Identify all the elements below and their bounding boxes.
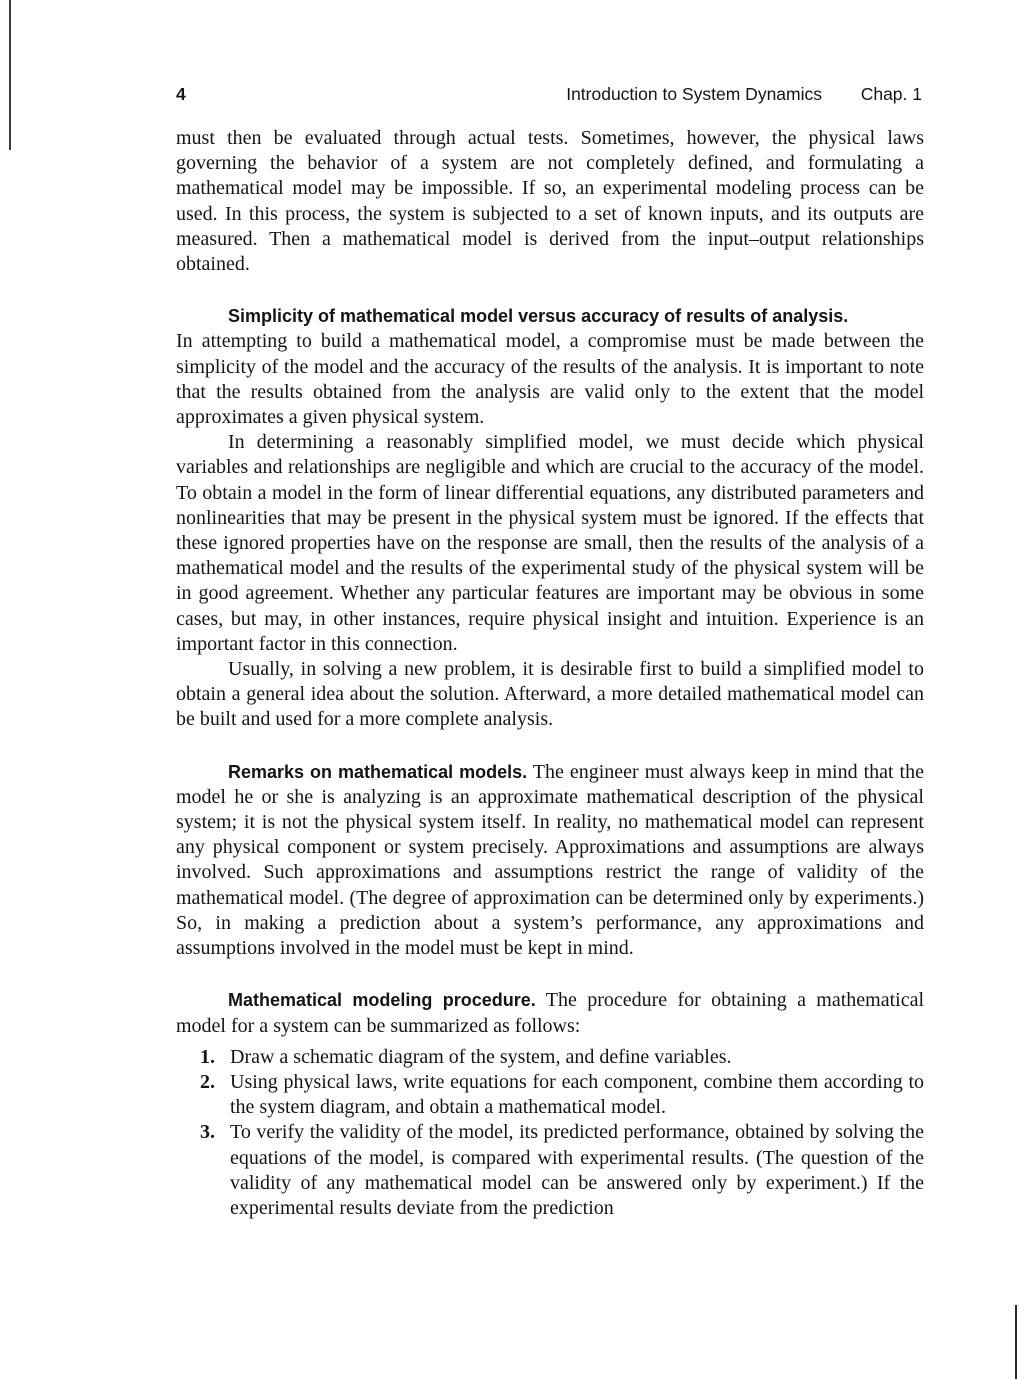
section-heading: Mathematical modeling procedure. [228, 990, 536, 1011]
list-item [176, 1045, 924, 1070]
section-paragraph [176, 760, 924, 962]
section-heading: Remarks on mathematical models. [228, 761, 528, 782]
paragraph: In attempting to build a mathematical model, a compromise must be made between the simplicity of the model and the accuracy of the results of the analysis. It is important to note that the results obtained from the analysis are valid only to the extent that the model approximates a given physical system. [176, 330, 924, 429]
paragraph: Usually, in solving a new problem, it is desirable first to build a simplified model to obtain a general idea about the solution. Afterward, a more detailed mathematical model can be built and used for a more complete analysis. [176, 658, 924, 731]
list-number: 3. [200, 1121, 215, 1144]
list-item-text: Draw a schematic diagram of the system, and define variables. [230, 1045, 732, 1068]
list-number: 1. [200, 1045, 215, 1068]
list-number: 2. [200, 1070, 215, 1093]
running-header [176, 84, 924, 110]
paragraph-text: The engineer must always keep in mind that the model he or she is analyzing is an approximate mathematical description of the physical system; it is not the physical system itself. In reality, no mathematical model can represent any physical component or system precisely. Approximations and assumptions are always involved. Such approximations and assumptions restrict the range of validity of the mathematical model. (The degree of approximation can be determined only by experiments.) So, in making a prediction about a system’s performance, any approximations and assumptions involved in the model must be kept in mind. [176, 760, 924, 960]
section-heading: Simplicity of mathematical model versus accuracy of results of analysis. [228, 306, 849, 327]
scan-edge-line [9, 0, 11, 150]
list-item-text: Using physical laws, write equations for each component, combine them according to the system diagram, and obtain a mathematical model. [230, 1070, 924, 1119]
chapter-title: Introduction to System Dynamics [566, 84, 822, 104]
list-item [176, 1120, 924, 1221]
paragraph-text: The procedure for obtaining a mathematical model for a system can be summarized as follows: [176, 989, 925, 1037]
scan-edge-line [1015, 1305, 1017, 1379]
page-number: 4 [176, 84, 186, 104]
section-paragraph [176, 304, 924, 329]
list-item-text: To verify the validity of the model, its predicted performance, obtained by solving the equations of the model, is compared with experimental results. (The question of the validity of any mathematical model can be answered only by experiment.) If the experimental results deviate from the prediction [230, 1121, 924, 1219]
paragraph: In determining a reasonably simplified model, we must decide which physical variables and relationships are negligible and which are crucial to the accuracy of the model. To obtain a model in the form of linear differential equations, any distributed parameters and nonlinearities that may be present in the physical system must be ignored. If the effects that these ignored properties have on the response are small, then the results of the analysis of a mathematical model and the results of the experimental study of the physical system will be in good agreement. Whether any particular features are important may be obvious in some cases, but may, in other instances, require physical insight and intuition. Experience is an important factor in this connection. [176, 431, 924, 655]
procedure-list [176, 1045, 924, 1221]
section-paragraph [176, 988, 924, 1038]
list-item [176, 1070, 924, 1120]
chapter-label: Chap. 1 [860, 84, 922, 104]
paragraph: must then be evaluated through actual tests. Sometimes, however, the physical laws governing the behavior of a system are not completely defined, and formulating a mathematical model may be impossible. If so, an experimental modeling process can be used. In this process, the system is subjected to a set of known inputs, and its outputs are measured. Then a mathematical model is derived from the input–output relationships obtained. [176, 127, 924, 276]
body-text [176, 126, 924, 1221]
